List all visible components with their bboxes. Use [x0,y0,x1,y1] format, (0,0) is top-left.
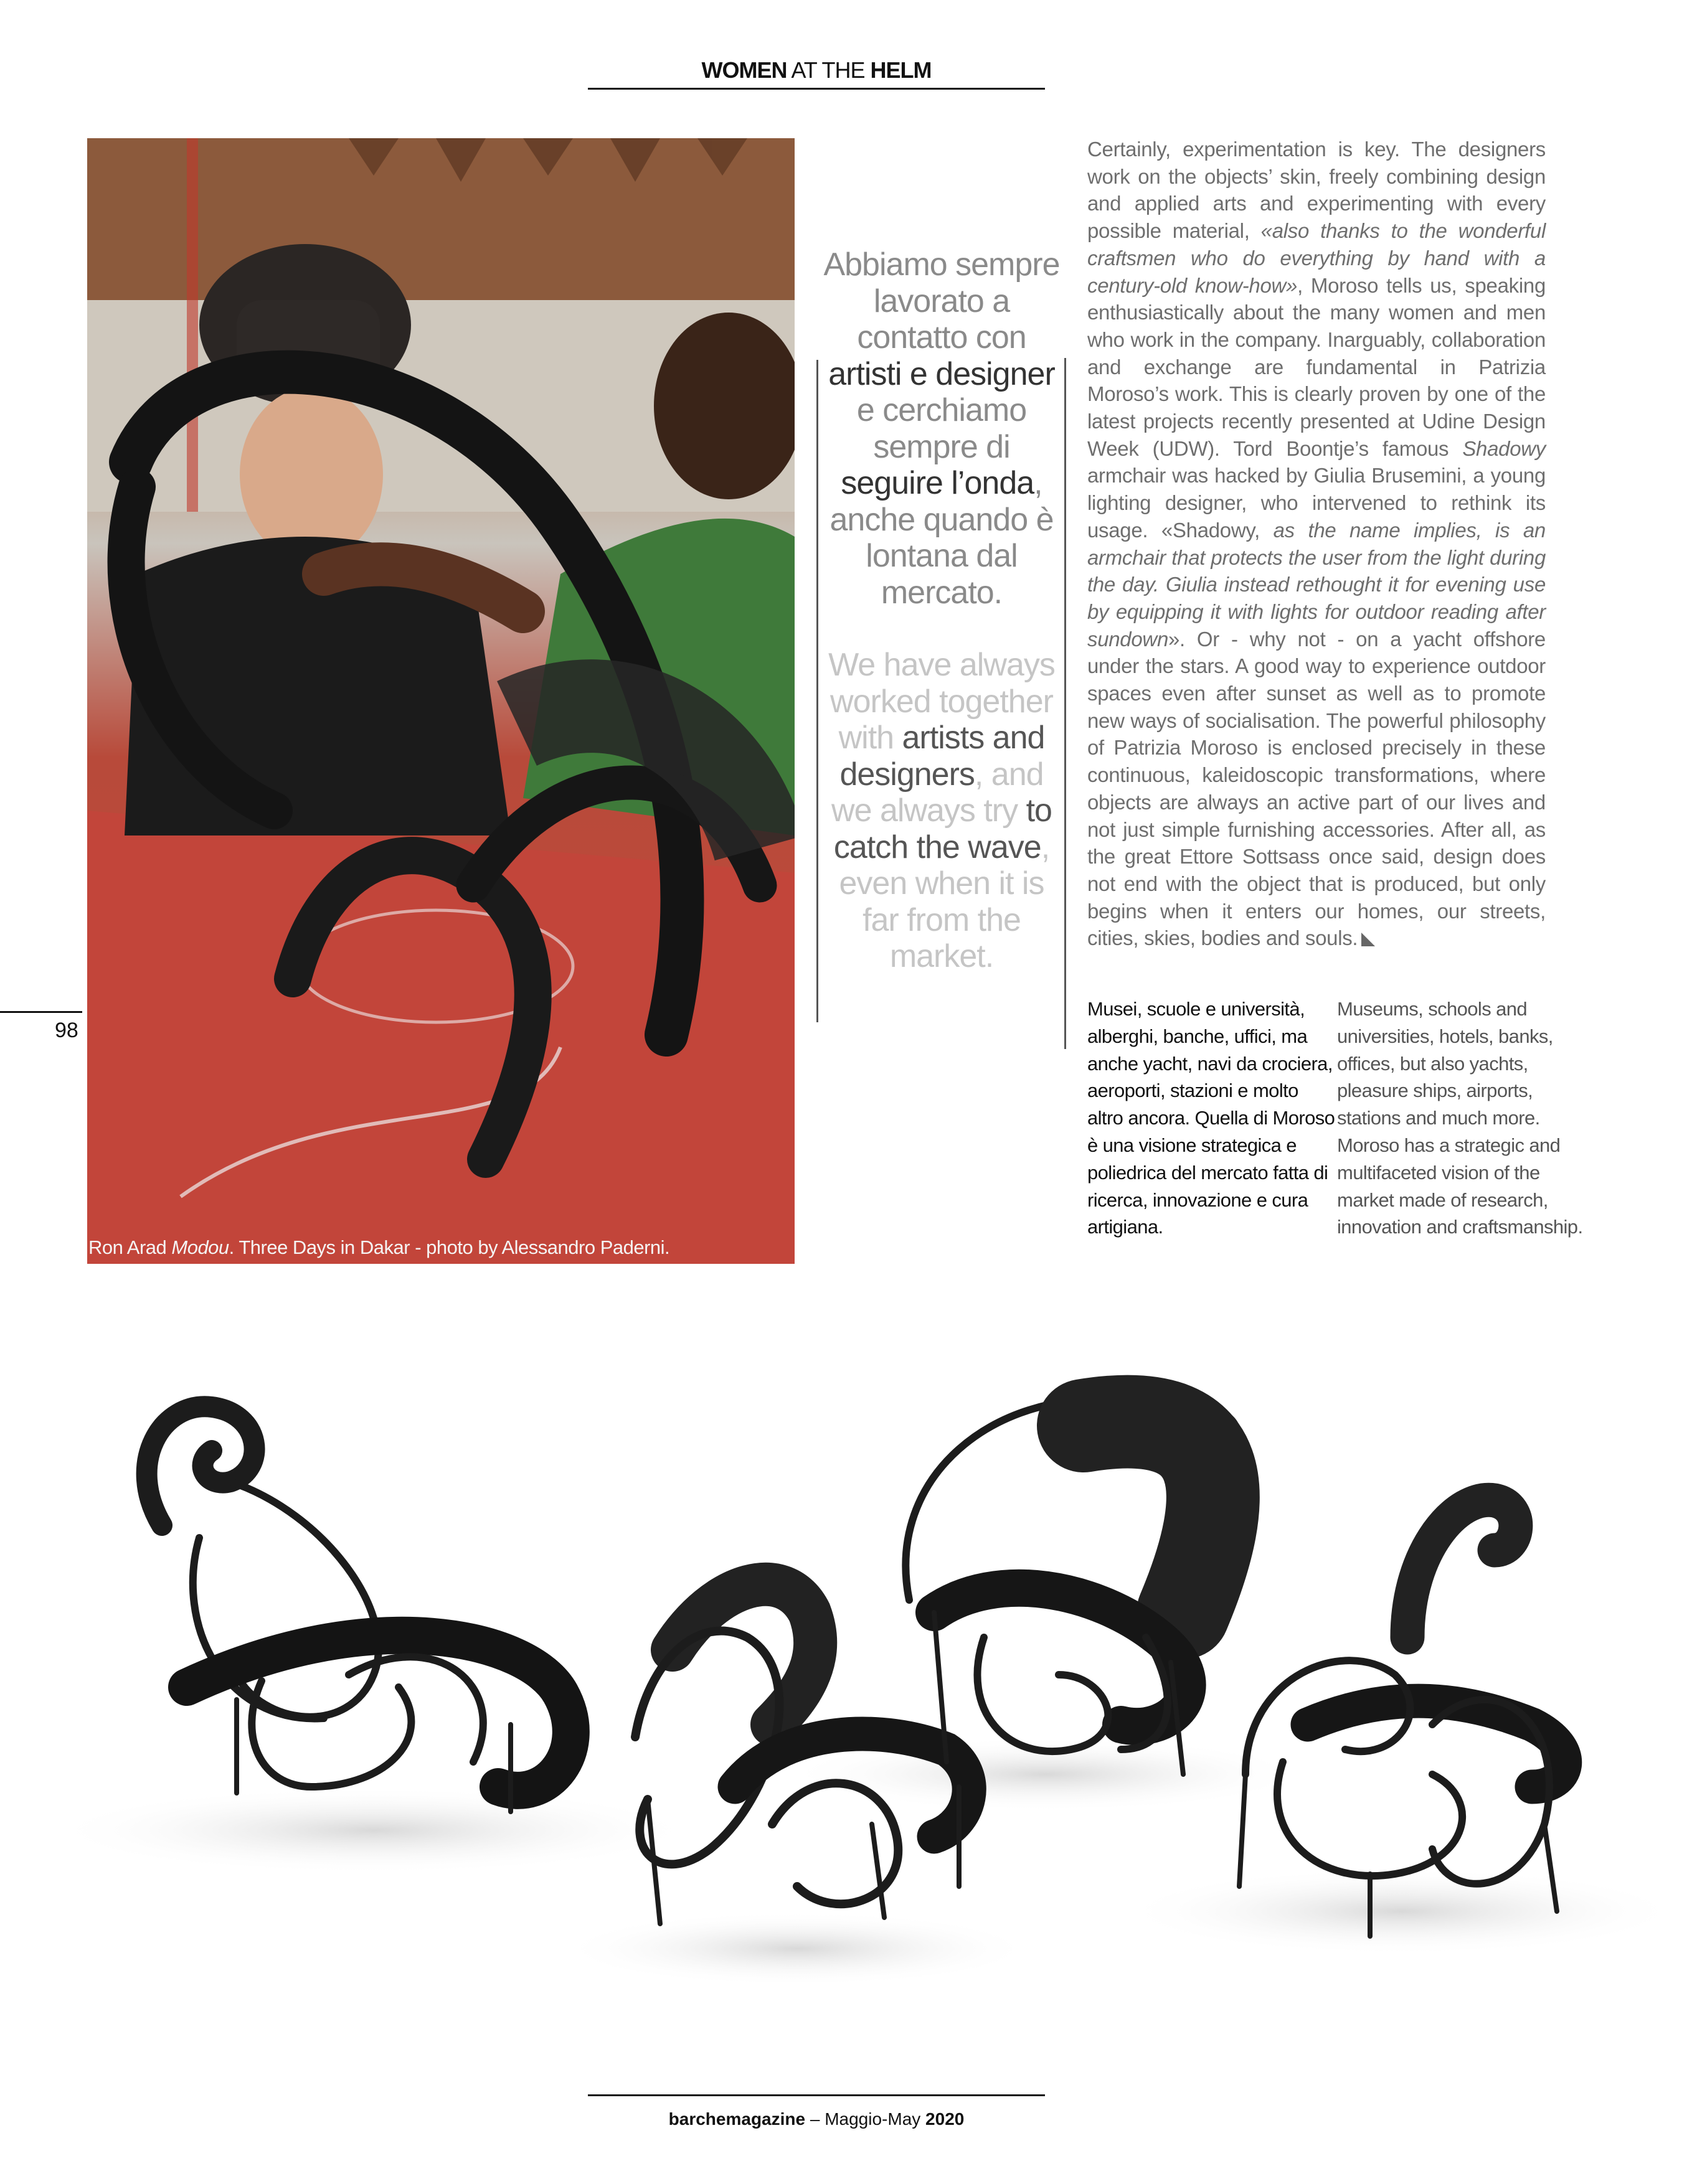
sidebar-english [1337,996,1586,1241]
body-italic-3: as the name implies, is an armchair that protects the user from the light during the day. Giulia instead rethought it for evening use by equipping it with lights for outdoor reading after sundown [1087,518,1546,651]
footer-brand: barchemagazine [668,2109,806,2129]
caption-italic: Modou [171,1236,229,1258]
quote-it-text-1: Abbiamo sempre lavorato a contatto con [823,247,1060,355]
sidebar-italian-text: Musei, scuole e università, alberghi, banche, uffici, ma anche yacht, navi da crociera, aeroporti, stazioni e molto altro ancora. Quella di Moroso è una visione strategica e poliedrica del mercato fatta di ricerca, innovazione e cura artigiana. [1087,998,1335,1238]
article-body [1087,136,1546,952]
body-text-2: , Moroso tells us, speaking enthusiastically about the many women and men who work in the company. Inarguably, collaboration and exchange are fundamental in Patrizia Moroso’s work. This is clearly proven by one of the latest projects recently presented at Udine Design Week (UDW). Tord Boontje’s famous [1087,273,1546,460]
body-italic-2: Shadowy [1462,436,1546,460]
quote-en-text-1: We have always worked together with [828,647,1055,756]
header-helm: HELM [870,57,932,83]
pull-quote-english [823,647,1060,975]
quote-rule-right [1064,358,1066,1049]
photo-caption [88,1236,669,1259]
chair-shadowy-armchair [905,1400,1237,1774]
photo-workshop-illustration [87,138,795,1264]
quote-en-text-3: , even when it is far from the market. [839,829,1050,974]
quote-rule-left [816,360,818,1022]
body-text-4: ». Or - why not - on a yacht offshore under the stars. A good way to experience outdoor spaces even after sunset as well as to promote new ways of socialisation. The powerful philosophy of Patrizia Moroso is enclosed precisely in these continuous, kaleidoscopic transformations, where objects are always an active part of our lives and not just simple furnishing accessories. After all, as the great Ettore Sottsass once said, design does not end with the object that is produced, but only begins when it enters our homes, our streets, cities, skies, bodies and souls. [1087,627,1546,950]
header-women: WOMEN [701,57,787,83]
footer-sep: – Maggio-May [805,2109,926,2129]
body-text-3: armchair was hacked by Giulia Brusemini, a young lighting designer, who intervened to rethink its usage. «Shadowy, [1087,464,1546,542]
body-text-1: Certainly, experimentation is key. The designers work on the objects’ skin, freely combining design and applied arts and experimenting with every possible material, [1087,138,1546,243]
chair-shadow [1121,1868,1681,1955]
page-number-rule [0,1011,82,1013]
quote-en-strong-1: artists and designers [839,720,1045,793]
header-middle: AT THE [787,57,871,83]
caption-after: . Three Days in Dakar - photo by Alessandro Paderni. [229,1236,670,1258]
caption-before: Ron Arad [88,1236,172,1258]
footer-rule [588,2094,1045,2096]
quote-it-text-3: , anche quando è lontana dal mercato. [829,465,1054,611]
pull-quote [823,247,1060,975]
page-number: 98 [55,1019,78,1042]
running-header [588,57,1045,90]
quote-en-text-2: , and we always try [831,756,1044,829]
chair-shadow [50,1787,697,1874]
photo-workshop [87,138,795,1264]
chair-shadow [560,1911,1034,1986]
pull-quote-italian [823,247,1060,611]
end-mark-icon [1361,933,1375,946]
chair-spiral-lounger [147,1406,571,1812]
footer [588,2109,1045,2129]
header-rule [588,88,1045,90]
quote-it-strong-2: seguire l’onda [841,465,1034,501]
chair-ribbon-armchair [635,1584,969,1924]
quote-it-strong-1: artisti e designer [828,355,1055,392]
sidebar-italian [1087,996,1336,1241]
footer-year: 2020 [925,2109,965,2129]
body-italic-1: «also thanks to the wonderful craftsmen who do everything by hand with a century-old know-how» [1087,219,1546,297]
photo-chairs [0,1289,1692,2073]
quote-it-text-2: e cerchiamo sempre di [856,392,1027,465]
sidebar-english-text: Museums, schools and universities, hotels, banks, offices, but also yachts, pleasure ships, airports, stations and much more. Moroso has a strategic and multifaceted vision of the market made of research, innovation and craftsmanship. [1337,998,1583,1238]
article-paragraph [1087,136,1546,952]
quote-en-strong-2: to catch the wave [833,793,1052,865]
chair-swirl-armchair [1239,1500,1565,1936]
